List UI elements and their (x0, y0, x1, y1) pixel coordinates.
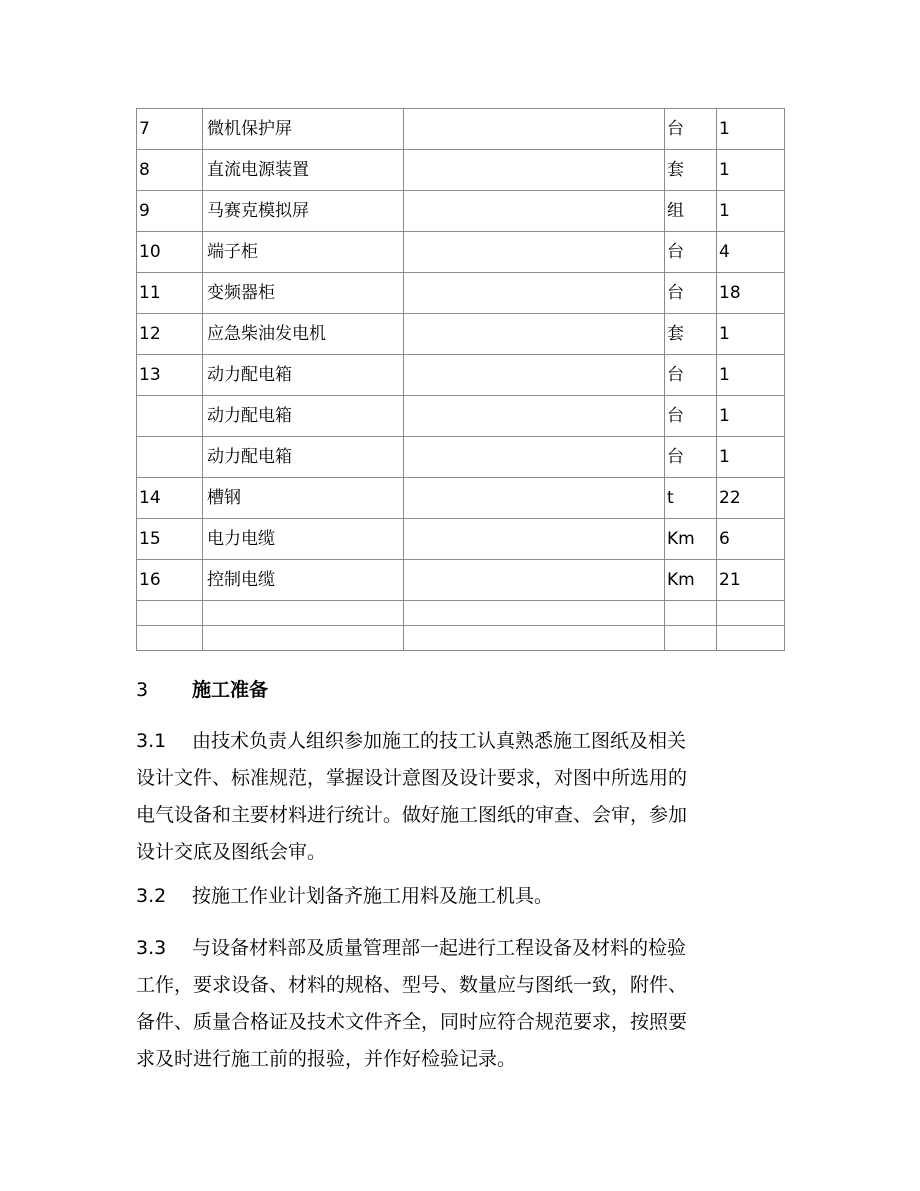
cell-name: 变频器柜 (203, 273, 404, 314)
cell-name: 控制电缆 (203, 560, 404, 601)
cell-no: 7 (137, 109, 203, 150)
cell-name: 电力电缆 (203, 519, 404, 560)
section-heading (136, 676, 268, 704)
cell-name: 马赛克模拟屏 (203, 191, 404, 232)
cell-name: 动力配电箱 (203, 396, 404, 437)
table-row (137, 478, 785, 519)
cell-name: 动力配电箱 (203, 355, 404, 396)
paragraph-line: 由技术负责人组织参加施工的技工认真熟悉施工图纸及相关 (192, 730, 687, 752)
cell-qty: 1 (717, 355, 785, 396)
paragraph-3-3 (136, 930, 796, 1078)
cell-unit: 台 (665, 109, 717, 150)
cell-unit (665, 601, 717, 626)
table-row (137, 232, 785, 273)
table-row (137, 519, 785, 560)
cell-unit: 台 (665, 232, 717, 273)
paragraph-line: 设计交底及图纸会审。 (136, 841, 327, 863)
table-row (137, 560, 785, 601)
cell-name: 应急柴油发电机 (203, 314, 404, 355)
cell-spec (404, 109, 665, 150)
cell-spec (404, 478, 665, 519)
cell-spec (404, 560, 665, 601)
cell-qty: 4 (717, 232, 785, 273)
cell-qty (717, 601, 785, 626)
cell-unit: 台 (665, 396, 717, 437)
cell-no (137, 396, 203, 437)
table-row (137, 437, 785, 478)
section-number: 3 (136, 679, 149, 701)
cell-name: 直流电源装置 (203, 150, 404, 191)
paragraph-line: 设计文件、标准规范，掌握设计意图及设计要求，对图中所选用的 (136, 767, 688, 789)
table-row (137, 191, 785, 232)
cell-unit: 组 (665, 191, 717, 232)
cell-no: 12 (137, 314, 203, 355)
paragraph-number: 3.2 (136, 885, 167, 907)
cell-qty (717, 626, 785, 651)
paragraph-line: 与设备材料部及质量管理部一起进行工程设备及材料的检验 (192, 937, 687, 959)
paragraph-line: 求及时进行施工前的报验，并作好检验记录。 (136, 1048, 517, 1070)
cell-no: 11 (137, 273, 203, 314)
table-row (137, 626, 785, 651)
paragraph-3-1 (136, 723, 796, 871)
cell-unit: Km (665, 519, 717, 560)
cell-unit: 台 (665, 273, 717, 314)
table-row (137, 109, 785, 150)
cell-spec (404, 150, 665, 191)
section-title: 施工准备 (192, 679, 269, 701)
cell-spec (404, 191, 665, 232)
cell-spec (404, 314, 665, 355)
paragraph-line: 按施工作业计划备齐施工用料及施工机具。 (192, 885, 554, 907)
table-row (137, 601, 785, 626)
paragraph-line: 工作，要求设备、材料的规格、型号、数量应与图纸一致，附件、 (136, 974, 688, 996)
cell-spec (404, 601, 665, 626)
cell-spec (404, 232, 665, 273)
cell-unit: Km (665, 560, 717, 601)
cell-qty: 1 (717, 437, 785, 478)
cell-no: 13 (137, 355, 203, 396)
table-row (137, 150, 785, 191)
cell-qty: 21 (717, 560, 785, 601)
paragraph-line: 电气设备和主要材料进行统计。做好施工图纸的审查、会审，参加 (136, 804, 688, 826)
cell-unit: 台 (665, 355, 717, 396)
paragraph-number: 3.1 (136, 730, 167, 752)
cell-qty: 1 (717, 314, 785, 355)
cell-unit (665, 626, 717, 651)
cell-no: 15 (137, 519, 203, 560)
cell-name: 动力配电箱 (203, 437, 404, 478)
cell-name (203, 601, 404, 626)
cell-unit: 台 (665, 437, 717, 478)
cell-unit: 套 (665, 150, 717, 191)
table-row (137, 396, 785, 437)
table-row (137, 314, 785, 355)
cell-spec (404, 626, 665, 651)
paragraph-3-2 (136, 878, 796, 915)
cell-spec (404, 519, 665, 560)
cell-no (137, 437, 203, 478)
cell-name: 槽钢 (203, 478, 404, 519)
table-row (137, 355, 785, 396)
cell-spec (404, 355, 665, 396)
cell-no: 16 (137, 560, 203, 601)
cell-name (203, 626, 404, 651)
cell-no (137, 601, 203, 626)
cell-no: 9 (137, 191, 203, 232)
cell-name: 端子柜 (203, 232, 404, 273)
cell-qty: 22 (717, 478, 785, 519)
cell-spec (404, 396, 665, 437)
equipment-table (136, 108, 785, 651)
cell-qty: 1 (717, 396, 785, 437)
cell-unit: t (665, 478, 717, 519)
cell-qty: 1 (717, 150, 785, 191)
paragraph-line: 备件、质量合格证及技术文件齐全，同时应符合规范要求，按照要 (136, 1011, 688, 1033)
cell-unit: 套 (665, 314, 717, 355)
cell-qty: 1 (717, 191, 785, 232)
paragraph-number: 3.3 (136, 937, 167, 959)
cell-no (137, 626, 203, 651)
cell-spec (404, 273, 665, 314)
cell-no: 8 (137, 150, 203, 191)
cell-qty: 18 (717, 273, 785, 314)
cell-no: 14 (137, 478, 203, 519)
cell-qty: 1 (717, 109, 785, 150)
cell-no: 10 (137, 232, 203, 273)
cell-qty: 6 (717, 519, 785, 560)
cell-name: 微机保护屏 (203, 109, 404, 150)
table-row (137, 273, 785, 314)
cell-spec (404, 437, 665, 478)
